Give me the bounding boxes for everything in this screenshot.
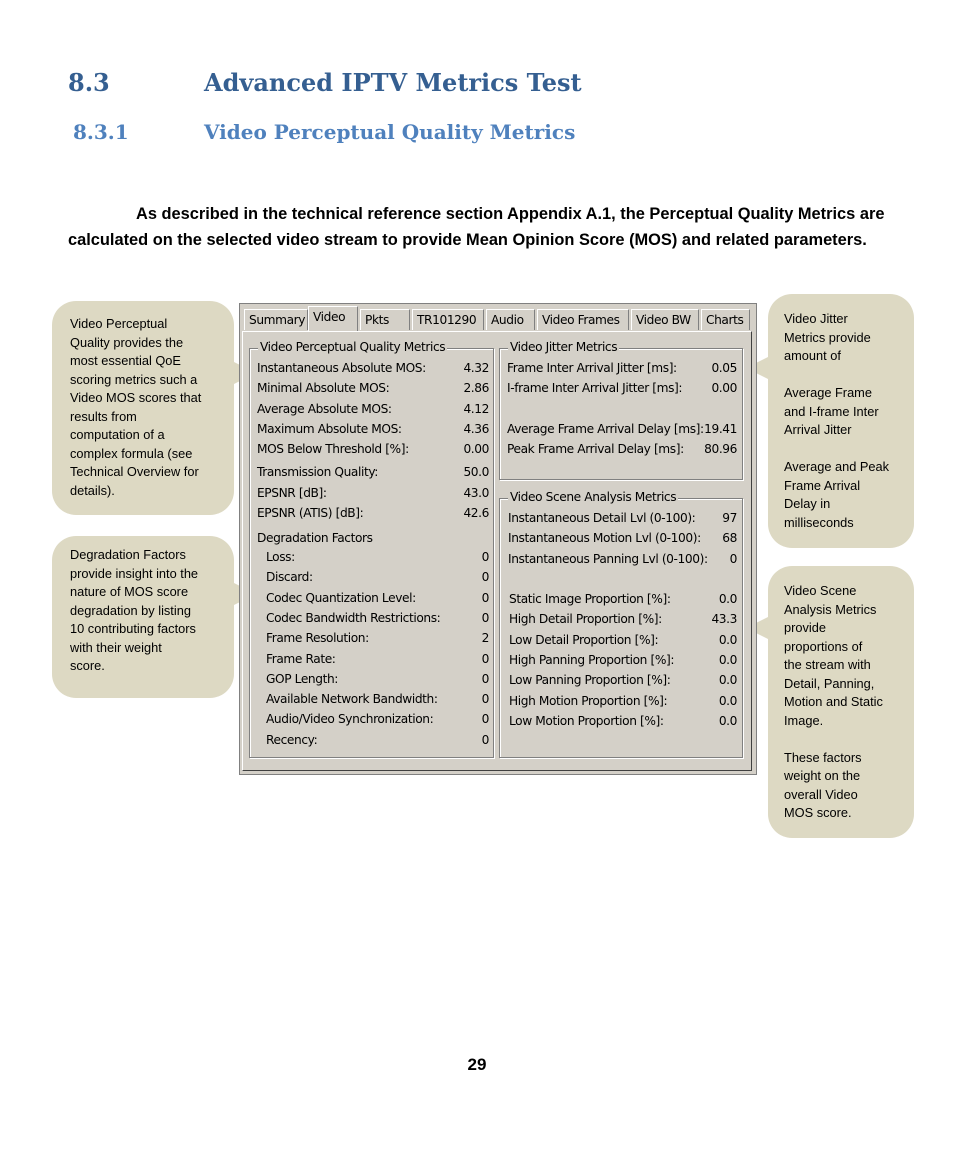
metric-label: Transmission Quality: — [257, 465, 378, 479]
vpq-group — [249, 340, 494, 758]
metric-row — [257, 652, 489, 670]
metric-row — [508, 714, 737, 732]
tab-audio[interactable]: Audio — [486, 309, 535, 330]
callout-vpq — [52, 301, 234, 515]
metric-label: Instantaneous Motion Lvl (0-100): — [508, 531, 701, 546]
metric-label: Average Frame Arrival Delay [ms]: — [507, 422, 704, 436]
metric-row — [257, 611, 489, 629]
metric-value: 0 — [481, 570, 489, 585]
metric-value: 2 — [481, 631, 489, 646]
metric-label: High Panning Proportion [%]: — [509, 652, 675, 667]
metric-label: Maximum Absolute MOS: — [257, 421, 402, 436]
metric-value: 0.0 — [718, 652, 737, 667]
metric-row — [508, 612, 737, 630]
metric-label: Instantaneous Detail Lvl (0-100): — [508, 511, 696, 525]
metric-value: 2.86 — [463, 381, 489, 396]
metric-value: 0.0 — [718, 673, 737, 688]
metric-row — [508, 673, 737, 691]
metric-row — [257, 402, 489, 420]
metric-label: Recency: — [266, 732, 318, 747]
metric-label: Codec Bandwidth Restrictions: — [266, 610, 441, 625]
tab-charts[interactable]: Charts — [701, 309, 750, 330]
vpq-group-title: Video Perceptual Quality Metrics — [260, 340, 446, 354]
metric-label: High Motion Proportion [%]: — [509, 693, 668, 708]
subsection-heading — [73, 120, 576, 144]
metric-value: 97 — [722, 511, 737, 525]
metric-row — [257, 733, 489, 751]
metric-label: Low Panning Proportion [%]: — [509, 673, 671, 688]
metric-value: 0.05 — [711, 361, 737, 375]
metric-value: 4.12 — [463, 401, 489, 416]
metric-row — [257, 531, 489, 549]
metric-label: Instantaneous Panning Lvl (0-100): — [508, 551, 708, 566]
tab-video[interactable]: Video — [308, 306, 358, 331]
metric-label: Available Network Bandwidth: — [266, 692, 438, 707]
metric-value: 0 — [481, 590, 489, 605]
metric-value: 4.36 — [463, 421, 489, 436]
metric-row — [257, 422, 489, 440]
metric-row — [257, 381, 489, 399]
page-number: 29 — [467, 1055, 487, 1074]
metric-label: Frame Rate: — [266, 651, 336, 666]
metric-label: Frame Inter Arrival Jitter [ms]: — [507, 361, 677, 375]
metric-value: 0.00 — [711, 381, 737, 396]
section-number: 8.3 — [68, 68, 110, 97]
metric-value: 0 — [481, 692, 489, 707]
metric-row — [508, 633, 737, 651]
metric-row — [508, 653, 737, 671]
metric-label: MOS Below Threshold [%]: — [257, 442, 409, 457]
metric-row — [508, 531, 737, 549]
metric-value: 0 — [481, 671, 489, 686]
metric-value: 0 — [481, 712, 489, 727]
metric-label: Static Image Proportion [%]: — [509, 592, 671, 606]
section-heading — [68, 68, 582, 97]
metric-row — [507, 422, 737, 440]
metric-row — [507, 381, 737, 399]
metric-label: Degradation Factors — [257, 530, 373, 545]
metric-row — [257, 506, 489, 524]
callout-jitter-text: Video Jitter Metrics provide amount of Average Frame and I-frame Inter Arrival Jitter Average and Peak Frame Arrival Delay in milliseconds — [784, 311, 890, 530]
metric-value: 0.0 — [718, 632, 737, 647]
metric-value: 0 — [481, 732, 489, 747]
metric-label: Loss: — [266, 550, 295, 564]
metric-label: High Detail Proportion [%]: — [509, 612, 662, 627]
metric-row — [257, 361, 489, 379]
metric-label: I-frame Inter Arrival Jitter [ms]: — [507, 381, 683, 396]
intro-paragraph: As described in the technical reference section Appendix A.1, the Perceptual Quality Metrics are calculated on the selected video stream to provide Mean Opinion Score (MOS) and related parameters. — [68, 205, 885, 249]
metric-value: 43.3 — [711, 612, 737, 627]
scene-group-title: Video Scene Analysis Metrics — [510, 490, 677, 504]
metric-value: 4.32 — [463, 361, 489, 375]
metric-value: 19.41 — [704, 422, 737, 436]
subsection-title: Video Perceptual Quality Metrics — [204, 120, 576, 144]
metric-label: Minimal Absolute MOS: — [257, 381, 390, 396]
metric-label: Low Detail Proportion [%]: — [509, 632, 659, 647]
callout-scene — [768, 566, 914, 838]
metric-label: Codec Quantization Level: — [266, 590, 416, 605]
metric-value: 50.0 — [463, 465, 489, 479]
metric-label: EPSNR [dB]: — [257, 485, 327, 500]
tab-tr101290[interactable]: TR101290 — [412, 309, 484, 330]
video-tab-panel — [242, 331, 752, 771]
metric-row — [508, 511, 737, 529]
tab-video-frames[interactable]: Video Frames — [537, 309, 629, 330]
metric-value: 68 — [722, 531, 737, 546]
subsection-number: 8.3.1 — [73, 120, 129, 144]
metric-row — [257, 550, 489, 568]
metric-value: 0 — [729, 551, 737, 566]
callout-degradation — [52, 536, 234, 698]
section-title: Advanced IPTV Metrics Test — [204, 68, 582, 97]
jitter-group — [499, 340, 743, 480]
metric-row — [257, 631, 489, 649]
metric-label: Audio/Video Synchronization: — [266, 712, 434, 727]
metric-label: Low Motion Proportion [%]: — [509, 713, 664, 728]
metric-row — [257, 591, 489, 609]
tab-video-bw[interactable]: Video BW — [631, 309, 699, 330]
metric-row — [257, 486, 489, 504]
metric-value: 43.0 — [463, 485, 489, 500]
metric-row — [257, 712, 489, 730]
metric-row — [508, 592, 737, 610]
metric-row — [507, 361, 737, 379]
tab-summary[interactable]: Summary — [244, 309, 308, 330]
metric-value: 0.00 — [463, 442, 489, 457]
metric-row — [508, 694, 737, 712]
callout-scene-text: Video Scene Analysis Metrics provide proportions of the stream with Detail, Panning, Motion and Static Image. These factors weight on the overall Video MOS score. — [784, 583, 883, 820]
tab-pkts[interactable]: Pkts — [360, 309, 410, 330]
metric-value: 0 — [481, 550, 489, 564]
jitter-group-title: Video Jitter Metrics — [510, 340, 618, 354]
metric-label: GOP Length: — [266, 671, 339, 686]
metrics-window — [239, 303, 757, 775]
metric-row — [257, 442, 489, 460]
metric-row — [257, 692, 489, 710]
metric-label: Peak Frame Arrival Delay [ms]: — [507, 442, 684, 457]
metric-row — [257, 570, 489, 588]
metric-label: Discard: — [266, 570, 313, 585]
metric-label: Frame Resolution: — [266, 631, 369, 646]
metric-value: 0 — [481, 610, 489, 625]
metric-value: 0.0 — [718, 693, 737, 708]
callout-degradation-text: Degradation Factors provide insight into the nature of MOS score degradation by listing 10 contributing factors with their weight score. — [70, 547, 199, 673]
callout-jitter — [768, 294, 914, 548]
metric-label: EPSNR (ATIS) [dB]: — [257, 506, 364, 520]
metric-label: Average Absolute MOS: — [257, 401, 392, 416]
metric-label: Instantaneous Absolute MOS: — [257, 361, 426, 375]
metric-value: 42.6 — [463, 506, 489, 520]
metric-value: 0 — [481, 651, 489, 666]
metric-row — [257, 672, 489, 690]
metric-row — [257, 465, 489, 483]
callout-vpq-text: Video Perceptual Quality provides the most essential QoE scoring metrics such a Video MOS scores that results from computation of a complex formula (see Technical Overview for details). — [70, 316, 202, 498]
metric-row — [508, 552, 737, 570]
metric-row — [507, 442, 737, 460]
metric-value: 0.0 — [718, 592, 737, 606]
scene-group — [499, 490, 743, 758]
metric-value: 80.96 — [704, 442, 737, 457]
metric-value: 0.0 — [718, 713, 737, 728]
